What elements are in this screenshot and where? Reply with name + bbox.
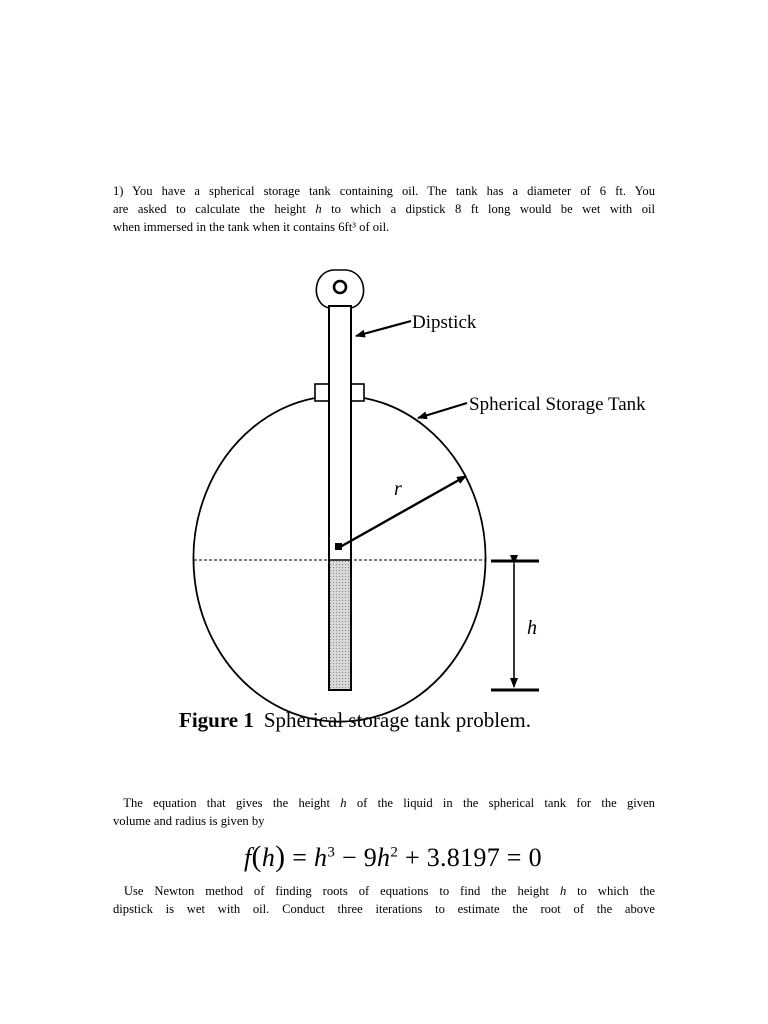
figure-caption [179, 708, 531, 733]
dipstick-label: Dipstick [412, 312, 477, 333]
instructions [113, 882, 655, 918]
caption-label: Figure 1 [179, 708, 254, 732]
instructions-line-2: dipstick is wet with oil. Conduct three iterations to estimate the root of the above [113, 902, 655, 916]
equation-intro-line-1: The equation that gives the height h of the liquid in the spherical tank for the given [123, 796, 655, 810]
dipstick-pointer [356, 321, 411, 336]
problem-line-1: 1) You have a spherical storage tank containing oil. The tank has a diameter of 6 ft. You [113, 184, 655, 198]
caption-text: Spherical storage tank problem. [263, 708, 531, 732]
tank-label: Spherical Storage Tank [469, 394, 646, 415]
problem-line-2: are asked to calculate the height h to which a dipstick 8 ft long would be wet with oil [113, 202, 655, 216]
dipstick-shaft [329, 306, 351, 690]
height-label: h [527, 617, 537, 639]
tank-pointer [418, 403, 467, 418]
equation: $f(h) = h^3 - 9h^2 + 3.8197 = 0$ [244, 840, 542, 873]
radius-label: r [394, 478, 402, 500]
instructions-line-1: Use Newton method of finding roots of equations to find the height h to which the [123, 884, 655, 898]
equation-intro [113, 794, 655, 830]
dipstick-handle [316, 270, 363, 308]
problem-line-3: when immersed in the tank when it contains 6ft³ of oil. [113, 220, 390, 234]
equation-intro-line-2: volume and radius is given by [113, 814, 265, 828]
